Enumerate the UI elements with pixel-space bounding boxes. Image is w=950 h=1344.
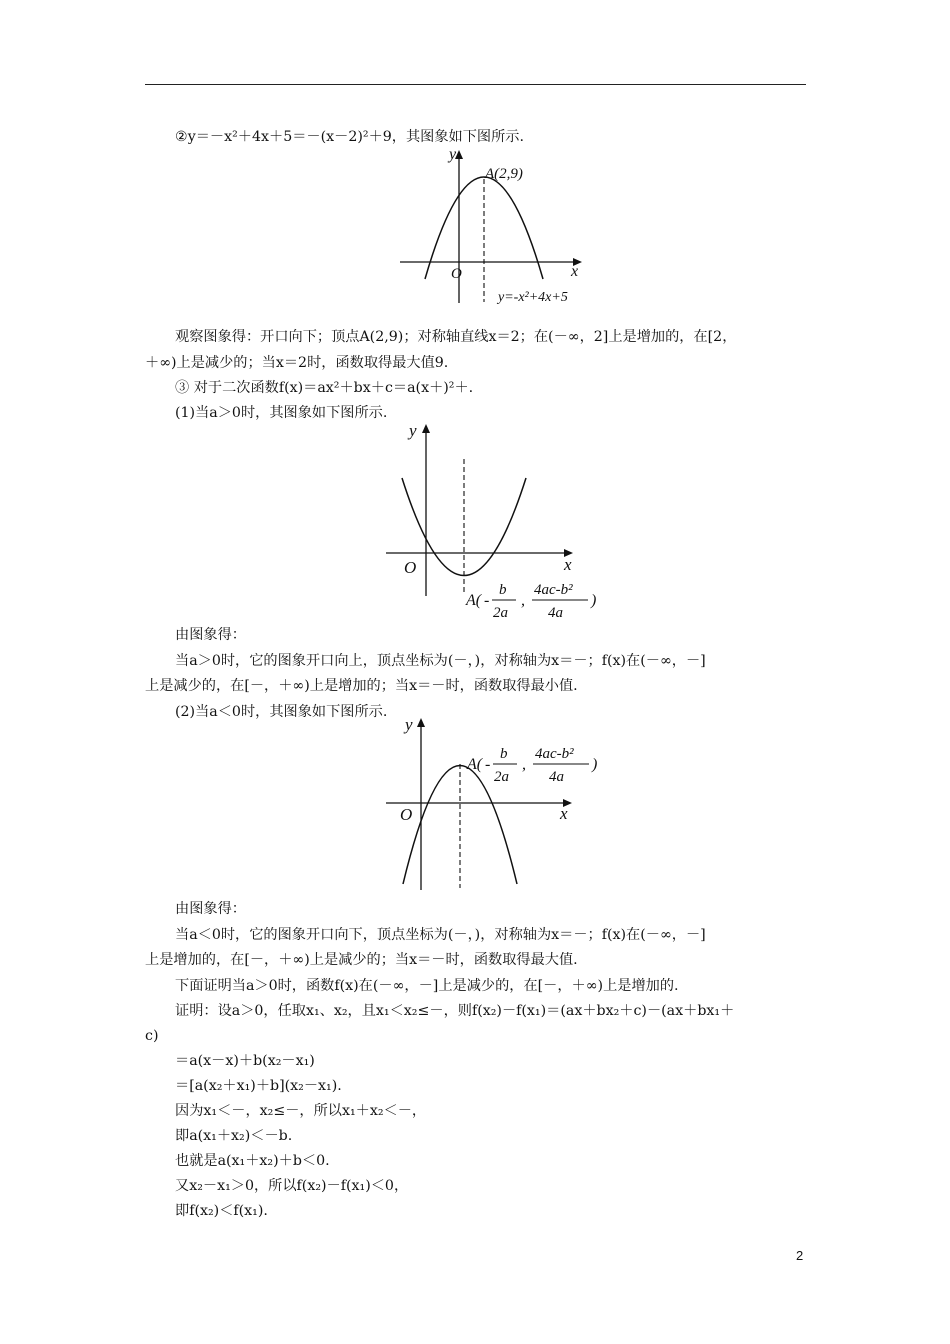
vertex-minus: - bbox=[484, 592, 490, 609]
y-axis-arrow bbox=[422, 424, 430, 433]
page-number: 2 bbox=[796, 1248, 804, 1263]
header-rule bbox=[145, 84, 806, 85]
line-proof-statement: 下面证明当a＞0时，函数f(x)在(－∞，－]上是减少的，在[－，＋∞)上是增加的. bbox=[175, 978, 679, 994]
vertex-close-paren: ) bbox=[591, 592, 597, 609]
origin-label: O bbox=[404, 558, 417, 577]
line-example-2: ②y＝－x²＋4x＋5＝－(x－2)²＋9，其图象如下图所示. bbox=[175, 129, 524, 145]
y-label: y bbox=[405, 715, 413, 734]
y-label: y bbox=[449, 146, 457, 163]
line-conclusion-1-cont: 上是减少的，在[－，＋∞)上是增加的；当x＝－时，函数取得最小值. bbox=[145, 678, 578, 694]
vertex-x-denominator: 2a bbox=[494, 769, 509, 785]
line-case-a-positive: (1)当a＞0时，其图象如下图所示. bbox=[175, 405, 388, 421]
line-observe-cont: ＋∞)上是减少的；当x＝2时，函数取得最大值9. bbox=[145, 355, 449, 371]
vertex-y-numerator: 4ac-b² bbox=[534, 582, 573, 598]
y-label: y bbox=[409, 421, 417, 440]
line-conclusion-1: 当a＞0时，它的图象开口向上，顶点坐标为(－，)，对称轴为x＝－；f(x)在(－∞，－] bbox=[175, 653, 706, 669]
graph-downward-parabola-vertex-2-9 bbox=[395, 145, 595, 310]
y-axis-arrow bbox=[417, 718, 425, 727]
line-proof-step-3: 因为x₁＜－，x₂≤－，所以x₁＋x₂＜－， bbox=[175, 1103, 427, 1119]
origin-label: O bbox=[451, 266, 462, 282]
y-axis-arrow bbox=[455, 150, 463, 159]
line-proof-start-cont: c) bbox=[145, 1028, 159, 1044]
vertex-y-denominator: 4a bbox=[548, 605, 563, 618]
line-example-3: ③ 对于二次函数f(x)＝ax²＋bx＋c＝a(x＋)²＋. bbox=[175, 380, 474, 396]
vertex-label: A( bbox=[466, 592, 482, 609]
vertex-minus: - bbox=[485, 756, 491, 773]
vertex-comma: , bbox=[521, 592, 525, 609]
line-proof-step-2: ＝[a(x₂＋x₁)＋b](x₂－x₁). bbox=[175, 1078, 342, 1094]
line-from-graph-1: 由图象得： bbox=[175, 627, 246, 643]
origin-label: O bbox=[400, 805, 413, 824]
vertex-x-denominator: 2a bbox=[493, 605, 508, 618]
line-observe: 观察图象得：开口向下；顶点A(2,9)；对称轴直线x＝2；在(－∞，2]上是增加的，在[2， bbox=[175, 329, 737, 345]
line-conclusion-2: 当a＜0时，它的图象开口向下，顶点坐标为(－，)，对称轴为x＝－；f(x)在(－∞，－] bbox=[175, 927, 706, 943]
x-label: x bbox=[571, 263, 579, 280]
graph-downward-parabola bbox=[380, 712, 620, 897]
line-from-graph-2: 由图象得： bbox=[175, 901, 246, 917]
line-proof-start: 证明：设a＞0，任取x₁、x₂，且x₁＜x₂≤－，则f(x₂)－f(x₁)＝(ax＋bx₂＋c)－(ax＋bx₁＋ bbox=[175, 1003, 735, 1019]
vertex-label: A( bbox=[467, 756, 483, 773]
vertex-comma: , bbox=[522, 756, 526, 773]
line-proof-step-5: 也就是a(x₁＋x₂)＋b＜0. bbox=[175, 1153, 330, 1169]
vertex-label: A(2,9) bbox=[485, 166, 523, 182]
line-proof-step-1: ＝a(x－x)＋b(x₂－x₁) bbox=[175, 1053, 315, 1069]
line-case-a-negative: (2)当a＜0时，其图象如下图所示. bbox=[175, 704, 388, 720]
vertex-y-numerator: 4ac-b² bbox=[535, 746, 574, 762]
line-proof-step-6: 又x₂－x₁＞0，所以f(x₂)－f(x₁)＜0， bbox=[175, 1178, 409, 1194]
line-proof-step-7: 即f(x₂)＜f(x₁). bbox=[175, 1203, 268, 1219]
vertex-y-denominator: 4a bbox=[549, 769, 564, 785]
x-label: x bbox=[564, 555, 572, 574]
graph-upward-parabola bbox=[380, 418, 620, 618]
vertex-close-paren: ) bbox=[592, 756, 598, 773]
vertex-x-numerator: b bbox=[499, 582, 507, 598]
equation-label: y=-x²+4x+5 bbox=[498, 290, 568, 305]
line-proof-step-4: 即a(x₁＋x₂)＜－b. bbox=[175, 1128, 293, 1144]
line-conclusion-2-cont: 上是增加的，在[－，＋∞)上是减少的；当x＝－时，函数取得最大值. bbox=[145, 952, 578, 968]
x-label: x bbox=[560, 804, 568, 823]
vertex-x-numerator: b bbox=[500, 746, 508, 762]
